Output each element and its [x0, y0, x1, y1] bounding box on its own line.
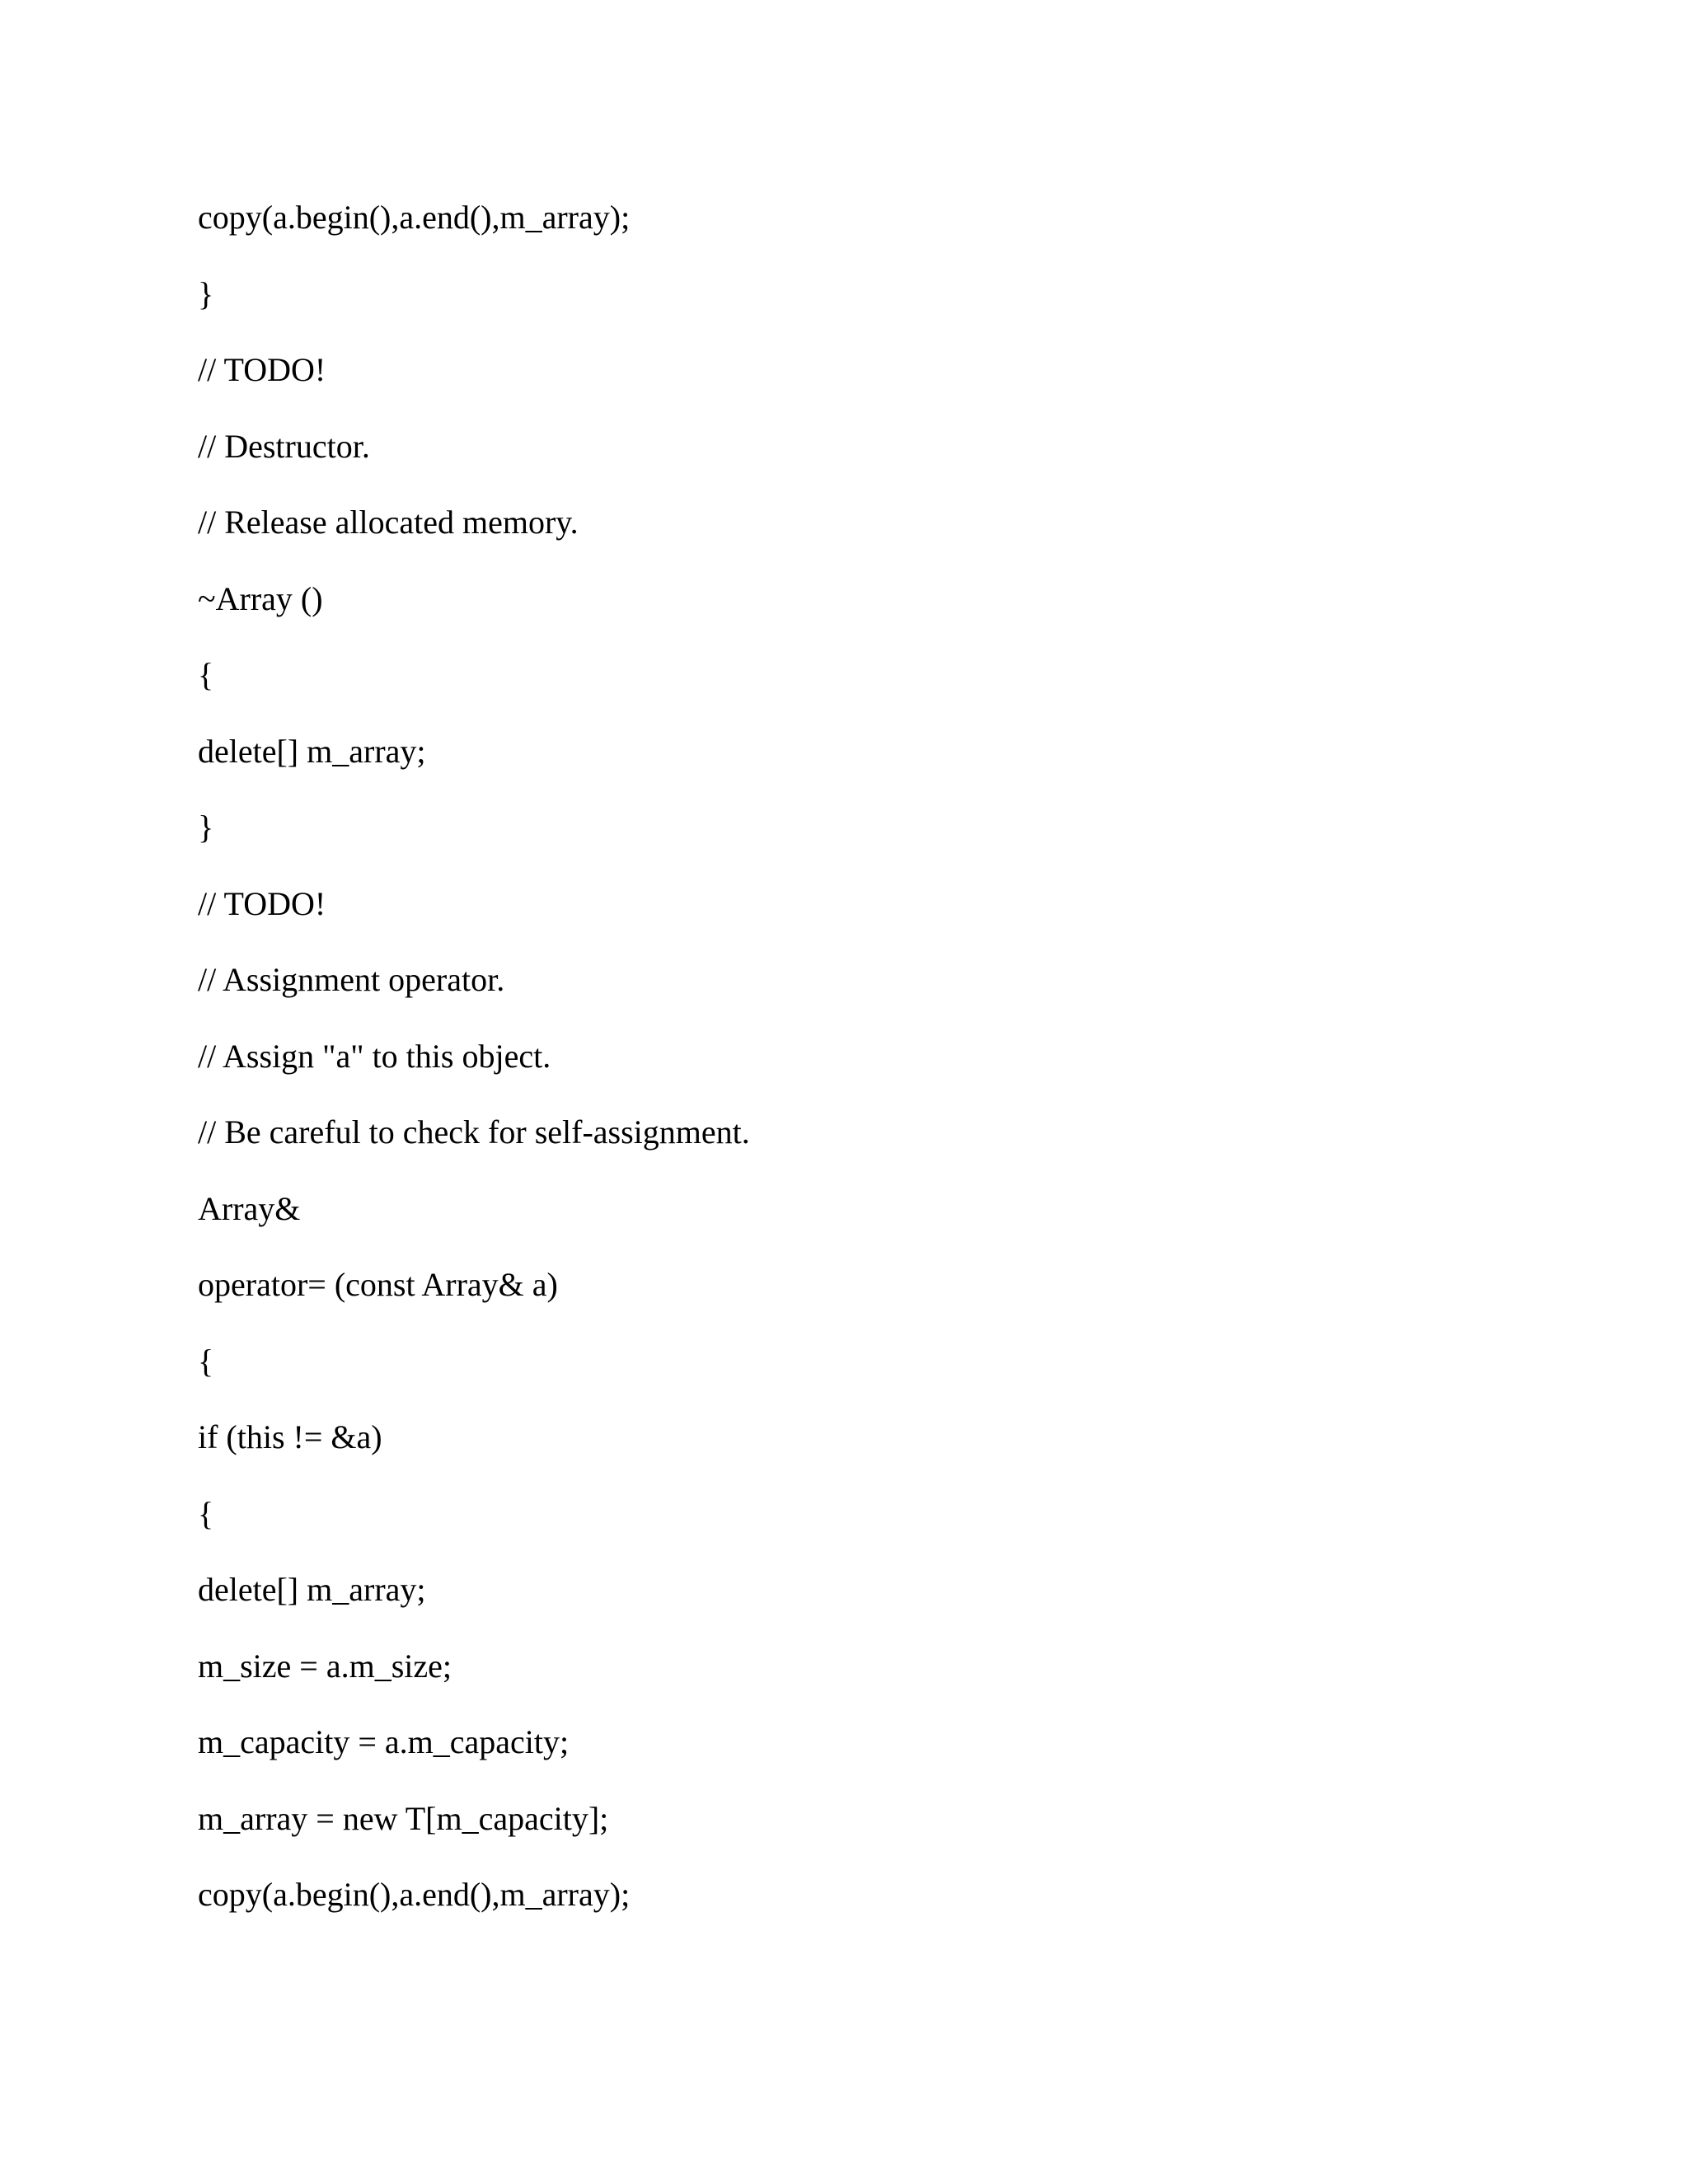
code-line: if (this != &a)	[198, 1418, 382, 1455]
code-text-block	[198, 191, 1517, 1945]
code-line: // Release allocated memory.	[198, 504, 579, 541]
code-line: copy(a.begin(),a.end(),m_array);	[198, 1876, 631, 1913]
code-line: operator= (const Array& a)	[198, 1266, 558, 1303]
code-line: // Destructor.	[198, 427, 370, 465]
code-line: delete[] m_array;	[198, 1571, 426, 1608]
code-line: copy(a.begin(),a.end(),m_array);	[198, 199, 631, 236]
code-line: {	[198, 656, 214, 693]
code-line: m_array = new T[m_capacity];	[198, 1799, 609, 1837]
code-line: // TODO!	[198, 351, 326, 388]
code-line: delete[] m_array;	[198, 732, 426, 770]
code-line: {	[198, 1494, 214, 1532]
code-line: ~Array ()	[198, 579, 323, 617]
code-line: }	[198, 274, 214, 312]
code-line: {	[198, 1342, 214, 1380]
code-line: m_size = a.m_size;	[198, 1647, 452, 1685]
code-line: m_capacity = a.m_capacity;	[198, 1723, 570, 1760]
code-line: // TODO!	[198, 884, 326, 922]
code-line: // Be careful to check for self-assignment.	[198, 1113, 750, 1151]
code-line: // Assign "a" to this object.	[198, 1037, 551, 1075]
code-line: }	[198, 808, 214, 846]
code-line: Array&	[198, 1189, 301, 1227]
code-line: // Assignment operator.	[198, 961, 505, 998]
